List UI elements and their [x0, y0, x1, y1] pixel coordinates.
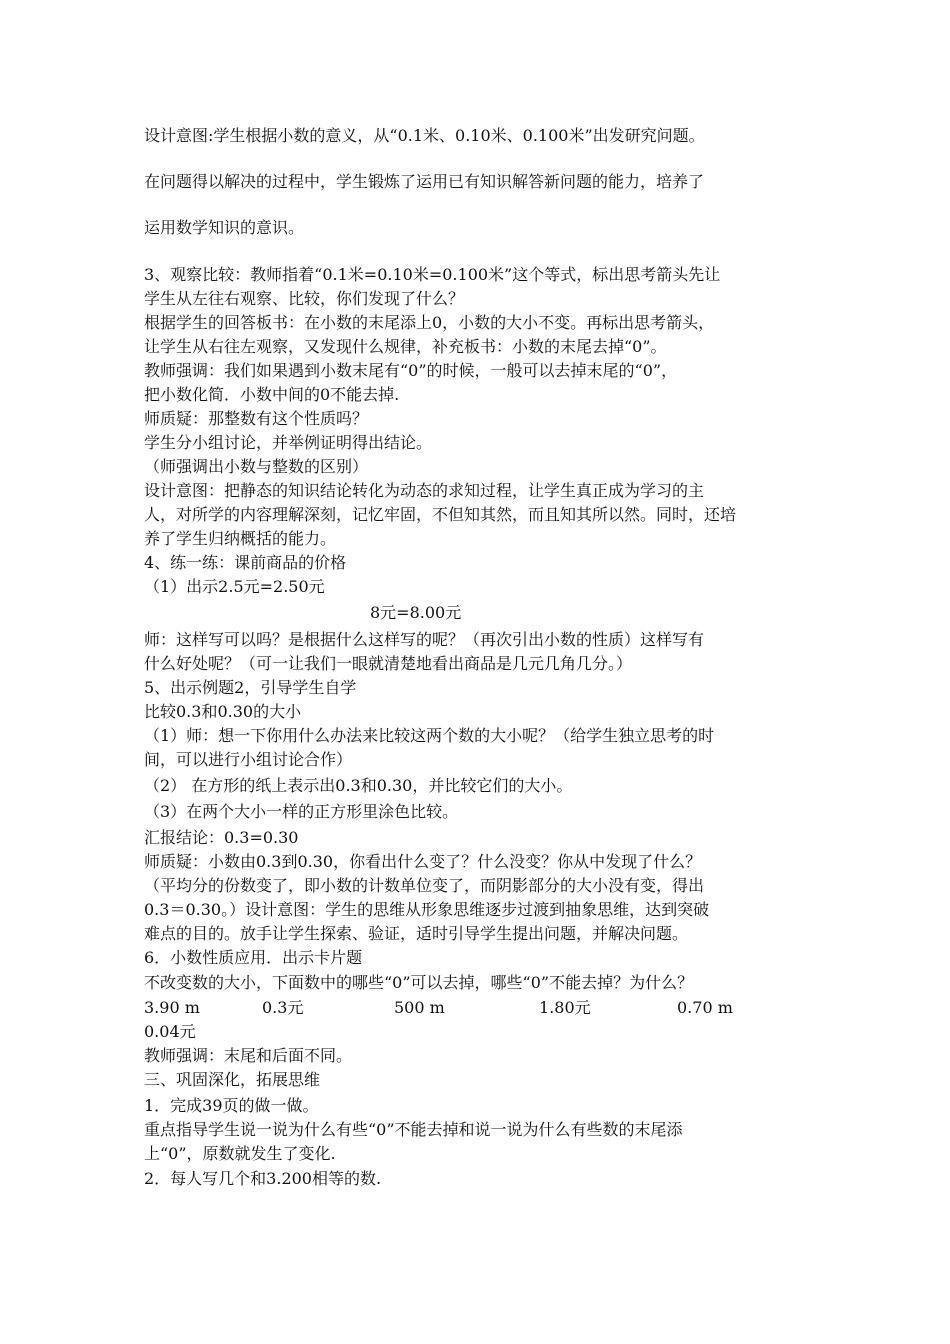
- text-line: 1．完成39页的做一做。: [144, 1096, 319, 1115]
- text-line: （1）师：想一下你用什么办法来比较这两个数的大小呢？（给学生独立思考的时: [144, 726, 715, 745]
- text-line: 比较0.3和0.30的大小: [144, 702, 302, 721]
- text-line: 设计意图：把静态的知识结论转化为动态的求知过程，让学生真正成为学习的主: [144, 481, 705, 500]
- text-line: 师质疑：小数由0.3到0.30，你看出什么变了？什么没变？你从中发现了什么？: [144, 852, 702, 871]
- text-line: 0.3＝0.30。）设计意图：学生的思维从形象思维逐步过渡到抽象思维，达到突破: [144, 900, 710, 919]
- number-item: 0.70 m: [677, 998, 733, 1017]
- text-line: 运用数学知识的意识。: [144, 218, 305, 237]
- text-line: 8元=8.00元: [370, 603, 462, 622]
- text-line: 间，可以进行小组讨论合作）: [144, 750, 353, 769]
- text-line: 6．小数性质应用．出示卡片题: [144, 948, 363, 967]
- text-line: （2） 在方形的纸上表示出0.3和0.30，并比较它们的大小。: [144, 776, 573, 795]
- text-line: （师强调出小数与整数的区别）: [144, 457, 369, 476]
- text-line: 师：这样写可以吗？是根据什么这样写的呢？（再次引出小数的性质）这样写有: [144, 630, 705, 649]
- text-line: 三、巩固深化，拓展思维: [144, 1070, 321, 1089]
- text-line: 设计意图:学生根据小数的意义，从“0.1米、0.10米、0.100米”出发研究问题。: [144, 126, 705, 145]
- text-line: 汇报结论：0.3=0.30: [144, 828, 299, 847]
- number-item: 1.80元: [539, 998, 591, 1017]
- number-item: 3.90 m: [144, 998, 200, 1017]
- text-line: （1）出示2.5元=2.50元: [144, 577, 325, 596]
- text-line: 让学生从右往左观察，又发现什么规律，补充板书：小数的末尾去掉“0”。: [144, 337, 667, 356]
- number-row: [144, 996, 824, 1020]
- text-line: 上“0”，原数就发生了变化.: [144, 1144, 336, 1163]
- text-line: 教师强调：末尾和后面不同。: [144, 1046, 353, 1065]
- text-line: 教师强调：我们如果遇到小数末尾有“0”的时候，一般可以去掉末尾的“0”，: [144, 361, 678, 380]
- text-line: 2．每人写几个和3.200相等的数.: [144, 1169, 382, 1188]
- text-line: 5、出示例题2，引导学生自学: [144, 678, 357, 697]
- text-line: 学生从左往右观察、比较，你们发现了什么？: [144, 289, 465, 308]
- text-line: 重点指导学生说一说为什么有些“0”不能去掉和说一说为什么有些数的末尾添: [144, 1120, 683, 1139]
- text-line: 什么好处呢？（可一让我们一眼就清楚地看出商品是几元几角几分。）: [144, 654, 633, 673]
- text-line: 在问题得以解决的过程中，学生锻炼了运用已有知识解答新问题的能力，培养了: [144, 172, 705, 191]
- text-line: 不改变数的大小，下面数中的哪些“0”可以去掉，哪些“0”不能去掉？为什么？: [144, 973, 694, 992]
- text-line: 3、观察比较：教师指着“0.1米=0.10米=0.100米”这个等式，标出思考箭头先让: [144, 265, 721, 284]
- text-line: 根据学生的回答板书：在小数的末尾添上0，小数的大小不变。再标出思考箭头，: [144, 313, 715, 332]
- text-line: （平均分的份数变了，即小数的计数单位变了，而阴影部分的大小没有变，得出: [144, 876, 705, 895]
- text-line: 人，对所学的内容理解深刻，记忆牢固，不但知其然，而且知其所以然。同时，还培: [144, 505, 737, 524]
- number-item: 0.3元: [262, 998, 304, 1017]
- text-line: 学生分小组讨论，并举例证明得出结论。: [144, 433, 433, 452]
- text-line: 师质疑：那整数有这个性质吗？: [144, 409, 369, 428]
- number-item: 500 m: [394, 998, 445, 1017]
- text-line: 养了学生归纳概括的能力。: [144, 529, 337, 548]
- text-line: （3）在两个大小一样的正方形里涂色比较。: [144, 802, 459, 821]
- text-line: 把小数化简．小数中间的0不能去掉.: [144, 385, 400, 404]
- text-line: 难点的目的。放手让学生探索、验证，适时引导学生提出问题，并解决问题。: [144, 924, 689, 943]
- text-line: 4、练一练：课前商品的价格: [144, 553, 347, 572]
- text-line: 0.04元: [144, 1022, 196, 1041]
